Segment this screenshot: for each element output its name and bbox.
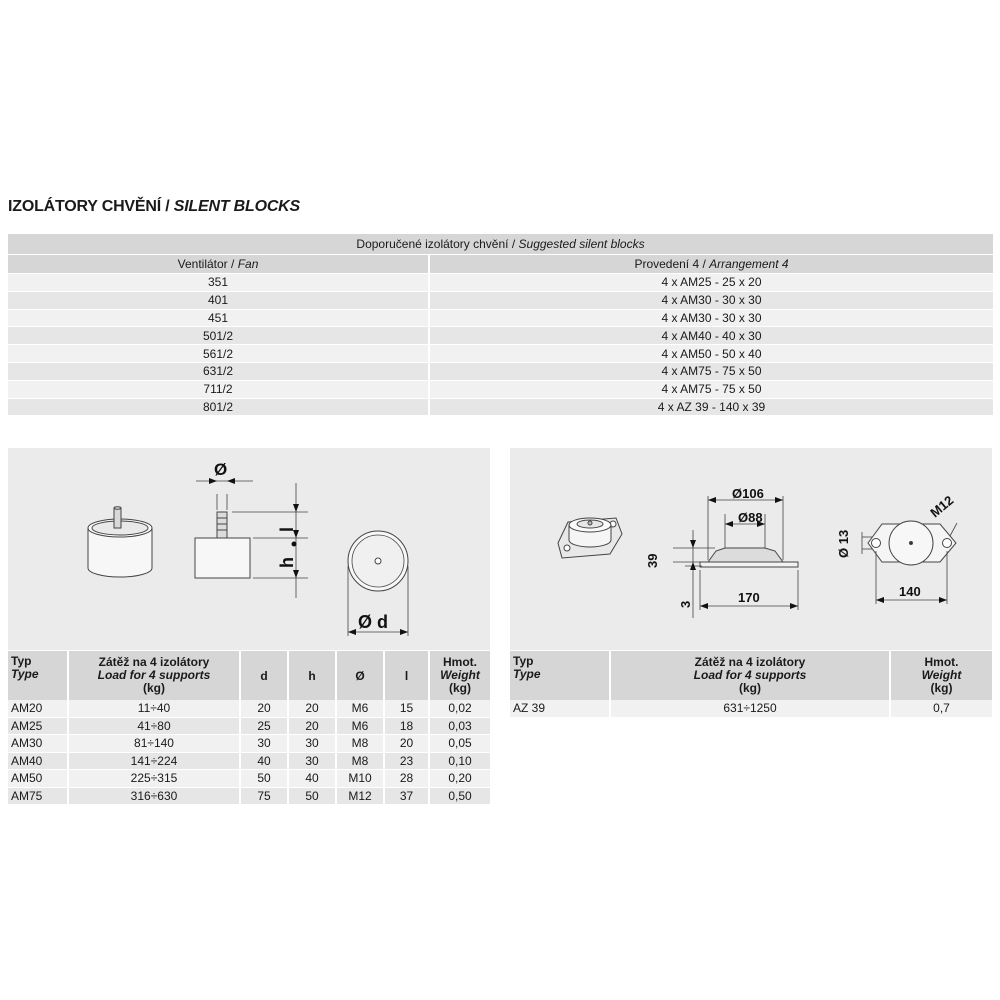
am-dia-label: Ø (214, 460, 228, 479)
table-row (8, 717, 490, 735)
table-row (8, 770, 490, 788)
l-cell: 23 (384, 752, 429, 770)
fan-header-en: Fan (237, 257, 259, 271)
title-separator: / (160, 198, 174, 215)
weight-cell: 0,7 (890, 700, 992, 717)
az-m12-label: M12 (927, 492, 957, 521)
l-cell: 18 (384, 717, 429, 735)
fan-cell: 801/2 (8, 398, 429, 416)
title-cz: IZOLÁTORY CHVĚNÍ (8, 198, 161, 215)
fan-cell: 351 (8, 274, 429, 292)
am-side-view (195, 478, 308, 598)
az-load-header-cz: Zátěž na 4 izolátory (694, 655, 806, 669)
am-drawing-panel (8, 448, 490, 650)
az-technical-drawing (510, 448, 992, 650)
arrangement-header-cz: Provedení 4 (634, 257, 700, 271)
az-weight-header-cz: Hmot. (924, 655, 959, 669)
fan-cell: 401 (8, 291, 429, 309)
table-row (8, 398, 993, 416)
fan-cell: 631/2 (8, 362, 429, 380)
load-cell: 316÷630 (68, 787, 240, 805)
l-cell: 15 (384, 700, 429, 717)
l-cell: 37 (384, 787, 429, 805)
fan-cell: 501/2 (8, 327, 429, 345)
arrangement-header-en: Arrangement 4 (709, 257, 789, 271)
arrangement-header: Provedení 4 / Arrangement 4 (429, 255, 993, 274)
type-cell: AM50 (8, 770, 68, 788)
am-load-header-unit: (kg) (143, 681, 165, 695)
type-cell: AM25 (8, 717, 68, 735)
dia-cell: M8 (336, 735, 384, 753)
table-row (8, 735, 490, 753)
arrangement-cell: 4 x AM75 - 75 x 50 (429, 362, 993, 380)
d-cell: 30 (240, 735, 288, 753)
type-cell: AM40 (8, 752, 68, 770)
weight-cell: 0,50 (429, 787, 490, 805)
arrangement-cell: 4 x AM50 - 50 x 40 (429, 345, 993, 363)
fan-header: Ventilátor / Fan (8, 255, 429, 274)
d-cell: 50 (240, 770, 288, 788)
d-cell: 40 (240, 752, 288, 770)
type-cell: AM30 (8, 735, 68, 753)
dia-cell: M10 (336, 770, 384, 788)
weight-cell: 0,02 (429, 700, 490, 717)
h-cell: 50 (288, 787, 336, 805)
dia-cell: M6 (336, 717, 384, 735)
d-cell: 20 (240, 700, 288, 717)
load-cell: 41÷80 (68, 717, 240, 735)
load-cell: 141÷224 (68, 752, 240, 770)
table-row (8, 380, 993, 398)
am-technical-drawing (8, 448, 490, 650)
suggested-silent-blocks-table (8, 234, 993, 416)
am-dia-header: Ø (336, 651, 384, 700)
az-w170-label: 170 (738, 590, 760, 605)
table-row (510, 700, 992, 717)
dia-cell: M6 (336, 700, 384, 717)
l-cell: 28 (384, 770, 429, 788)
az-type-header (510, 651, 610, 700)
load-cell: 11÷40 (68, 700, 240, 717)
am-type-header (8, 651, 68, 700)
az-load-header (610, 651, 890, 700)
az-load-header-unit: (kg) (739, 681, 761, 695)
am-spec-table (8, 651, 490, 805)
weight-cell: 0,03 (429, 717, 490, 735)
load-cell: 225÷315 (68, 770, 240, 788)
am-weight-header-unit: (kg) (449, 681, 471, 695)
am-load-header-cz: Zátěž na 4 izolátory (98, 655, 210, 669)
am-h-header: h (288, 651, 336, 700)
table-row (8, 274, 993, 292)
az-type-header-cz: Typ (513, 654, 534, 668)
fan-cell: 561/2 (8, 345, 429, 363)
az-d106-label: Ø106 (732, 486, 764, 501)
dia-cell: M12 (336, 787, 384, 805)
caption-cz: Doporučené izolátory chvění (356, 237, 509, 251)
arrangement-cell: 4 x AZ 39 - 140 x 39 (429, 398, 993, 416)
am-load-header (68, 651, 240, 700)
arrangement-cell: 4 x AM30 - 30 x 30 (429, 309, 993, 327)
table-row (8, 700, 490, 717)
h-cell: 20 (288, 717, 336, 735)
h-cell: 40 (288, 770, 336, 788)
table-row (8, 327, 993, 345)
az-side-view (673, 496, 798, 618)
weight-cell: 0,20 (429, 770, 490, 788)
am-perspective-view (88, 507, 152, 577)
az-h3-label: 3 (678, 600, 693, 608)
az-d13-label: Ø 13 (836, 529, 851, 558)
table-row (8, 787, 490, 805)
am-d-label: Ø d (358, 612, 388, 632)
az-weight-header (890, 651, 992, 700)
table-row (8, 752, 490, 770)
h-cell: 30 (288, 735, 336, 753)
table-row (8, 309, 993, 327)
am-h-label: h (277, 557, 297, 568)
am-l-label: l (277, 526, 297, 532)
am-type-header-en: Type (11, 667, 39, 681)
l-cell: 20 (384, 735, 429, 753)
d-cell: 25 (240, 717, 288, 735)
fan-header-cz: Ventilátor (177, 257, 228, 271)
arrangement-cell: 4 x AM30 - 30 x 30 (429, 291, 993, 309)
title-en: SILENT BLOCKS (173, 198, 301, 215)
az-h39-label: 39 (645, 553, 660, 568)
type-cell: AM20 (8, 700, 68, 717)
weight-cell: 0,10 (429, 752, 490, 770)
d-cell: 75 (240, 787, 288, 805)
page-title (8, 198, 300, 216)
table-row (8, 362, 993, 380)
fan-cell: 711/2 (8, 380, 429, 398)
arrangement-cell: 4 x AM25 - 25 x 20 (429, 274, 993, 292)
az-spec-table (510, 651, 992, 718)
table-row (8, 345, 993, 363)
am-type-header-cz: Typ (11, 654, 32, 668)
load-cell: 81÷140 (68, 735, 240, 753)
am-load-header-en: Load for 4 supports (97, 668, 211, 682)
type-cell: AZ 39 (510, 700, 610, 717)
az-weight-header-unit: (kg) (930, 681, 953, 695)
az-weight-header-en: Weight (921, 668, 962, 682)
type-cell: AM75 (8, 787, 68, 805)
caption-en: Suggested silent blocks (518, 237, 645, 251)
am-d-header: d (240, 651, 288, 700)
az-d88-label: Ø88 (738, 510, 763, 525)
dia-cell: M8 (336, 752, 384, 770)
am-weight-header-cz: Hmot. (443, 655, 477, 669)
az-perspective-view (558, 518, 622, 558)
am-weight-header-en: Weight (440, 668, 480, 682)
am-weight-header (429, 651, 490, 700)
load-cell: 631÷1250 (610, 700, 890, 717)
az-drawing-panel (510, 448, 992, 650)
h-cell: 20 (288, 700, 336, 717)
suggested-caption: Doporučené izolátory chvění / Suggested silent blocks (8, 234, 993, 255)
az-type-header-en: Type (513, 667, 541, 681)
fan-cell: 451 (8, 309, 429, 327)
weight-cell: 0,05 (429, 735, 490, 753)
arrangement-cell: 4 x AM75 - 75 x 50 (429, 380, 993, 398)
h-cell: 30 (288, 752, 336, 770)
arrangement-cell: 4 x AM40 - 40 x 30 (429, 327, 993, 345)
az-w140-label: 140 (899, 584, 921, 599)
az-load-header-en: Load for 4 supports (693, 668, 807, 682)
table-row (8, 291, 993, 309)
am-l-header: l (384, 651, 429, 700)
